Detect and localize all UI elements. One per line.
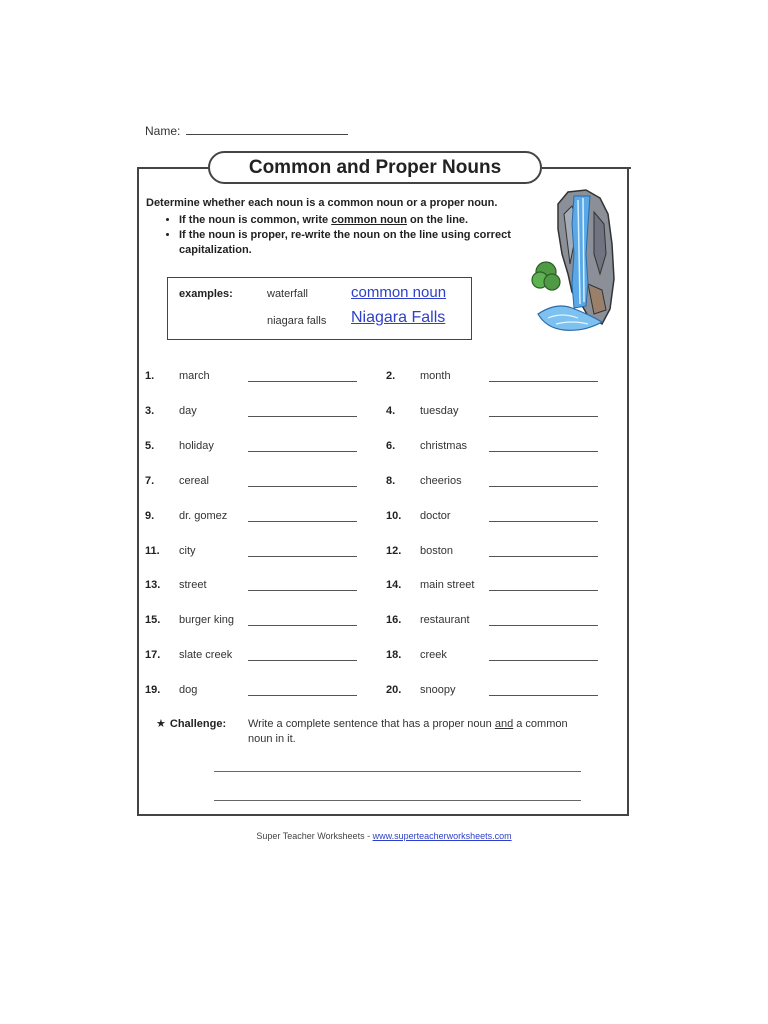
item-number: 20. (386, 684, 402, 696)
answer-line[interactable] (248, 486, 357, 487)
item-number: 17. (145, 649, 161, 661)
item-number: 18. (386, 649, 402, 661)
footer-link[interactable]: www.superteacherworksheets.com (372, 831, 512, 841)
challenge-answer-line-1[interactable] (214, 771, 581, 772)
answer-line[interactable] (248, 451, 357, 452)
item-word: creek (420, 649, 447, 661)
item-number: 19. (145, 684, 161, 696)
item-word: street (179, 579, 207, 591)
answer-line[interactable] (489, 416, 598, 417)
instruction-common: • If the noun is common, write common noun on the line. (179, 213, 536, 228)
item-number: 14. (386, 579, 402, 591)
item-word: cheerios (420, 475, 462, 487)
item-number: 5. (145, 440, 155, 452)
instructions-intro: Determine whether each noun is a common noun or a proper noun. (146, 197, 498, 209)
footer (0, 831, 768, 841)
footer-separator: - (364, 831, 373, 841)
frame-top-border-left (137, 167, 209, 169)
item-number: 4. (386, 405, 396, 417)
item-word: slate creek (179, 649, 233, 661)
instructions-list (146, 213, 536, 258)
instruction-common-emphasis: common noun (331, 214, 407, 226)
item-number: 12. (386, 545, 402, 557)
star-icon: ★ (156, 718, 166, 730)
item-word: city (179, 545, 196, 557)
frame-top-border-right (542, 167, 631, 169)
example-word-1: waterfall (267, 288, 308, 300)
answer-line[interactable] (248, 521, 357, 522)
item-word: day (179, 405, 197, 417)
item-number: 10. (386, 510, 402, 522)
item-number: 1. (145, 370, 155, 382)
answer-line[interactable] (248, 381, 357, 382)
instructions (146, 196, 536, 258)
item-number: 8. (386, 475, 396, 487)
item-number: 16. (386, 614, 402, 626)
item-word: doctor (420, 510, 451, 522)
answer-line[interactable] (248, 695, 357, 696)
page-title: Common and Proper Nouns (208, 151, 542, 184)
item-word: burger king (179, 614, 235, 626)
item-word: tuesday (420, 405, 459, 417)
item-word: march (179, 370, 210, 382)
answer-line[interactable] (489, 521, 598, 522)
example-word-2: niagara falls (267, 315, 327, 327)
answer-line[interactable] (489, 660, 598, 661)
challenge-section (156, 717, 586, 745)
answer-line[interactable] (489, 381, 598, 382)
answer-line[interactable] (248, 590, 357, 591)
item-number: 11. (145, 545, 160, 557)
answer-line[interactable] (248, 556, 357, 557)
answer-line[interactable] (489, 486, 598, 487)
challenge-text: Write a complete sentence that has a proper noun and a common noun in it. (248, 718, 568, 745)
waterfall-illustration (528, 184, 618, 336)
name-line[interactable] (186, 125, 348, 135)
answer-line[interactable] (248, 660, 357, 661)
instruction-proper: • If the noun is proper, re-write the noun on the line using correct capitalization. (179, 228, 536, 258)
example-answer-2: Niagara Falls (351, 309, 446, 326)
name-row (145, 124, 348, 138)
answer-line[interactable] (489, 556, 598, 557)
answer-line[interactable] (489, 625, 598, 626)
item-word: main street (420, 579, 475, 591)
item-number: 9. (145, 510, 155, 522)
answer-line[interactable] (248, 625, 357, 626)
item-word: cereal (179, 475, 209, 487)
item-number: 3. (145, 405, 155, 417)
item-number: 15. (145, 614, 161, 626)
name-label: Name: (145, 124, 181, 138)
item-word: christmas (420, 440, 468, 452)
answer-line[interactable] (489, 590, 598, 591)
item-number: 13. (145, 579, 161, 591)
examples-box (167, 277, 472, 340)
item-number: 2. (386, 370, 396, 382)
item-word: restaurant (420, 614, 470, 626)
footer-source: Super Teacher Worksheets (256, 831, 365, 841)
item-word: dr. gomez (179, 510, 228, 522)
challenge-text-emphasis: and (494, 718, 514, 730)
example-answer-1: common noun (351, 284, 447, 301)
item-word: boston (420, 545, 454, 557)
item-word: month (420, 370, 451, 382)
answer-line[interactable] (248, 416, 357, 417)
item-word: holiday (179, 440, 214, 452)
challenge-answer-line-2[interactable] (214, 800, 581, 801)
examples-label: examples: (179, 288, 233, 300)
item-number: 7. (145, 475, 155, 487)
item-word: snoopy (420, 684, 456, 696)
item-word: dog (179, 684, 198, 696)
answer-line[interactable] (489, 695, 598, 696)
answer-line[interactable] (489, 451, 598, 452)
challenge-label: Challenge: (169, 718, 227, 730)
item-number: 6. (386, 440, 396, 452)
